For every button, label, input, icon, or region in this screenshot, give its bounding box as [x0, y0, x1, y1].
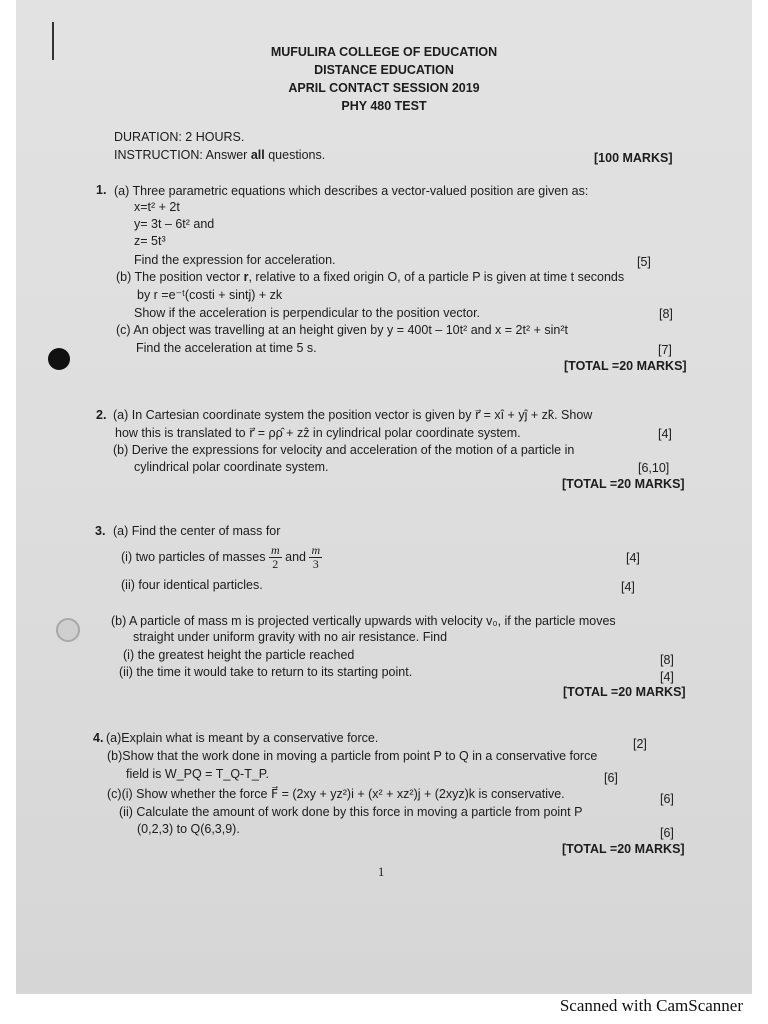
q4-a-marks: [2]	[633, 737, 647, 751]
q3-a-i-marks: [4]	[626, 551, 640, 565]
q4-a: (a)Explain what is meant by a conservative force.	[106, 731, 379, 745]
q1-b-marks: [8]	[659, 307, 673, 321]
q2-b-line2: cylindrical polar coordinate system.	[134, 460, 329, 474]
q1-total: [TOTAL =20 MARKS]	[564, 359, 687, 373]
q1-a-task: Find the expression for acceleration.	[134, 253, 336, 267]
page-number: 1	[378, 865, 385, 879]
q3-a-ii: (ii) four identical particles.	[121, 578, 263, 592]
punch-hole-ring	[56, 618, 80, 642]
q4-b-line2: field is W_PQ = T_Q-T_P.	[126, 767, 269, 781]
q2-total: [TOTAL =20 MARKS]	[562, 477, 685, 491]
q4-c-ii-line1: (ii) Calculate the amount of work done by this force in moving a particle from point P	[119, 805, 583, 819]
q3-b-i-marks: [8]	[660, 653, 674, 667]
q1-eq-y: y= 3t – 6t² and	[134, 217, 215, 231]
college-name: MUFULIRA COLLEGE OF EDUCATION	[270, 45, 498, 59]
q4-total: [TOTAL =20 MARKS]	[562, 842, 685, 856]
q4-c-ii-line2: (0,2,3) to Q(6,3,9).	[137, 822, 240, 836]
q2-a-line1: (a) In Cartesian coordinate system the position vector is given by r⃗ = xî + yĵ + zk̂. Show	[113, 408, 593, 422]
q2-a-marks: [4]	[658, 427, 672, 441]
q1-b-line3: Show if the acceleration is perpendicular to the position vector.	[134, 306, 481, 320]
q1-a-marks: [5]	[637, 255, 651, 269]
q4-c-i: (c)(i) Show whether the force F⃗ = (2xy + yz²)i + (x² + xz²)j + (2xyz)k is conservative.	[107, 787, 565, 801]
q4-b-marks: [6]	[604, 771, 618, 785]
q4-c-i-marks: [6]	[660, 792, 674, 806]
q1-eq-x: x=t² + 2t	[134, 200, 180, 214]
q4-b-line1: (b)Show that the work done in moving a particle from point P to Q in a conservative force	[107, 749, 598, 763]
q1-c-marks: [7]	[658, 343, 672, 357]
q1-b-line2: by r =e⁻ᵗ(costi + sintj) + zk	[137, 288, 283, 302]
duration: DURATION: 2 HOURS.	[114, 130, 245, 144]
q4-number: 4.	[93, 731, 104, 745]
q1-number: 1.	[96, 183, 107, 197]
scanner-watermark: Scanned with CamScanner	[559, 996, 743, 1015]
q3-a-ii-marks: [4]	[621, 580, 635, 594]
q2-number: 2.	[96, 408, 107, 422]
instruction: INSTRUCTION: Answer all questions.	[114, 148, 326, 162]
total-marks: [100 MARKS]	[594, 151, 673, 165]
session: APRIL CONTACT SESSION 2019	[288, 81, 480, 95]
punch-hole	[48, 348, 70, 370]
q3-number: 3.	[95, 524, 106, 538]
q1-eq-z: z= 5t³	[134, 234, 166, 248]
department: DISTANCE EDUCATION	[314, 63, 454, 77]
q2-b-line1: (b) Derive the expressions for velocity and acceleration of the motion of a particle in	[113, 443, 575, 457]
q2-a-line2: how this is translated to r⃗ = ρρ̂ + zẑ in cylindrical polar coordinate system.	[115, 426, 521, 440]
q1-b-line1: (b) The position vector r, relative to a fixed origin O, of a particle P is given at time t seconds	[116, 270, 625, 284]
q4-c-ii-marks: [6]	[660, 826, 674, 840]
q1-c-line2: Find the acceleration at time 5 s.	[136, 341, 317, 355]
q3-total: [TOTAL =20 MARKS]	[563, 685, 686, 699]
q3-a-intro: (a) Find the center of mass for	[113, 524, 281, 538]
q2-b-marks: [6,10]	[638, 461, 670, 475]
q3-a-i: (i) two particles of masses $\frac{m}{2}$ and $\frac{m}{3}$	[121, 543, 321, 572]
q3-b-ii-marks: [4]	[660, 670, 674, 684]
test-title: PHY 480 TEST	[341, 99, 427, 113]
fraction-m-over-3: $\frac{m}{3}$	[311, 543, 321, 572]
q3-b-line2: straight under uniform gravity with no air resistance. Find	[133, 630, 448, 644]
q3-b-ii: (ii) the time it would take to return to its starting point.	[119, 665, 413, 679]
fraction-m-over-2: $\frac{m}{2}$	[270, 543, 280, 572]
q3-b-i: (i) the greatest height the particle reached	[123, 648, 355, 662]
q3-b-line1: (b) A particle of mass m is projected vertically upwards with velocity v₀, if the particle moves	[111, 614, 616, 628]
q1-a-intro: (a) Three parametric equations which describes a vector-valued position are given as:	[114, 184, 589, 198]
q1-c-line1: (c) An object was travelling at an height given by y = 400t – 10t² and x = 2t² + sin²t	[116, 323, 568, 337]
